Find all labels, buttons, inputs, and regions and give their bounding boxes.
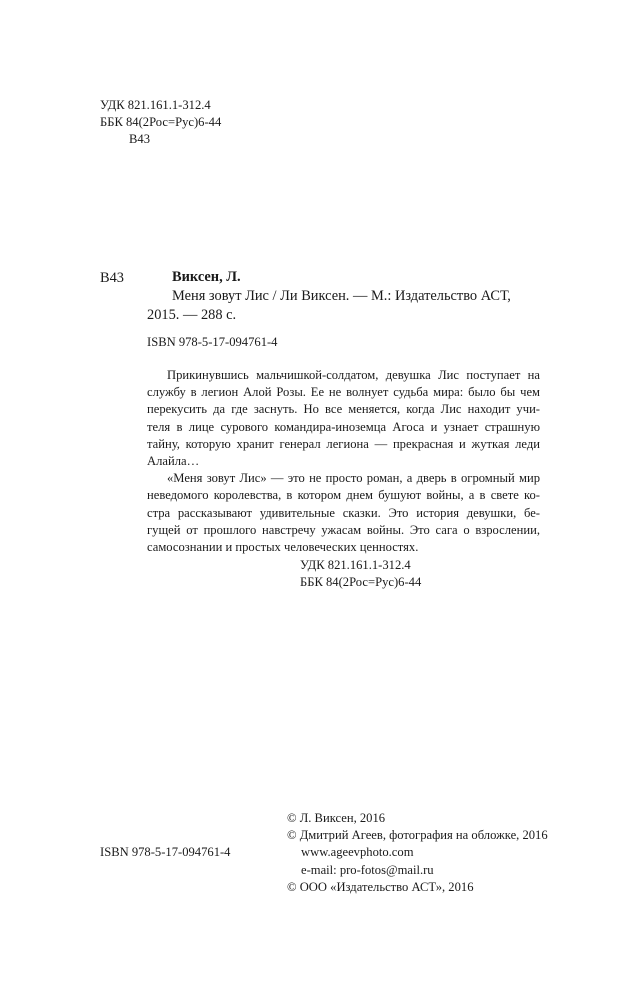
annotation-line: «Меня зовут Лис» — это не просто роман, а дверь в огромный мир <box>167 471 540 486</box>
isbn-bottom: ISBN 978-5-17-094761-4 <box>100 845 231 859</box>
annotation <box>147 367 540 556</box>
annotation-line: стра рассказывают удивительные сказки. Это история девушки, бе- <box>147 505 540 520</box>
bbk-code-bottom: ББК 84(2Рос=Рус)6-44 <box>300 575 422 589</box>
annotation-line: Прикинувшись мальчишкой-солдатом, девушка Лис поступает на <box>167 368 540 382</box>
annotation-line: неведомого королевства, в котором днем бушуют войны, а в свете ко- <box>147 488 540 503</box>
author-name: Виксен, Л. <box>172 269 241 285</box>
annotation-paragraph-1 <box>147 367 540 470</box>
annotation-line: теля в лице сурового командира-иноземца Агоса и узнает страшную <box>147 419 540 434</box>
annotation-paragraph-2 <box>147 470 540 556</box>
title-line-2: 2015. — 288 с. <box>147 307 237 323</box>
annotation-line: гущей от прошлого навстречу ужасам войны. Это сага о взрослении, <box>147 522 540 537</box>
annotation-line: Алайла… <box>147 454 200 469</box>
copyright-block <box>287 810 548 896</box>
annotation-line: службу в легион Алой Розы. Ее не волнует судьба мира: было бы чем <box>147 385 540 400</box>
bbk-code-top: ББК 84(2Рос=Рус)6-44 <box>100 115 222 129</box>
annotation-line: перекусить да где заснуть. Но все меняется, когда Лис находит учи- <box>147 402 540 417</box>
annotation-line: самосознании и простых человеческих ценностях. <box>147 540 419 555</box>
author-mark-top: В43 <box>129 132 150 146</box>
udk-code-bottom: УДК 821.161.1-312.4 <box>300 558 411 572</box>
isbn-card: ISBN 978-5-17-094761-4 <box>147 335 278 349</box>
copyright-photo: © Дмитрий Агеев, фотография на обложке, 2016 <box>287 828 548 843</box>
udk-code-top: УДК 821.161.1-312.4 <box>100 98 211 112</box>
photographer-email: e-mail: pro-fotos@mail.ru <box>301 862 434 877</box>
copyright-author: © Л. Виксен, 2016 <box>287 811 386 825</box>
title-line-1: Меня зовут Лис / Ли Виксен. — М.: Издательство АСТ, <box>172 288 511 304</box>
annotation-line: тайну, которую хранит генерал легиона — прекрасная и жуткая леди <box>147 436 540 451</box>
author-mark: В43 <box>100 270 124 286</box>
copyright-publisher: © ООО «Издательство АСТ», 2016 <box>287 879 474 894</box>
photographer-website: www.ageevphoto.com <box>301 845 414 860</box>
